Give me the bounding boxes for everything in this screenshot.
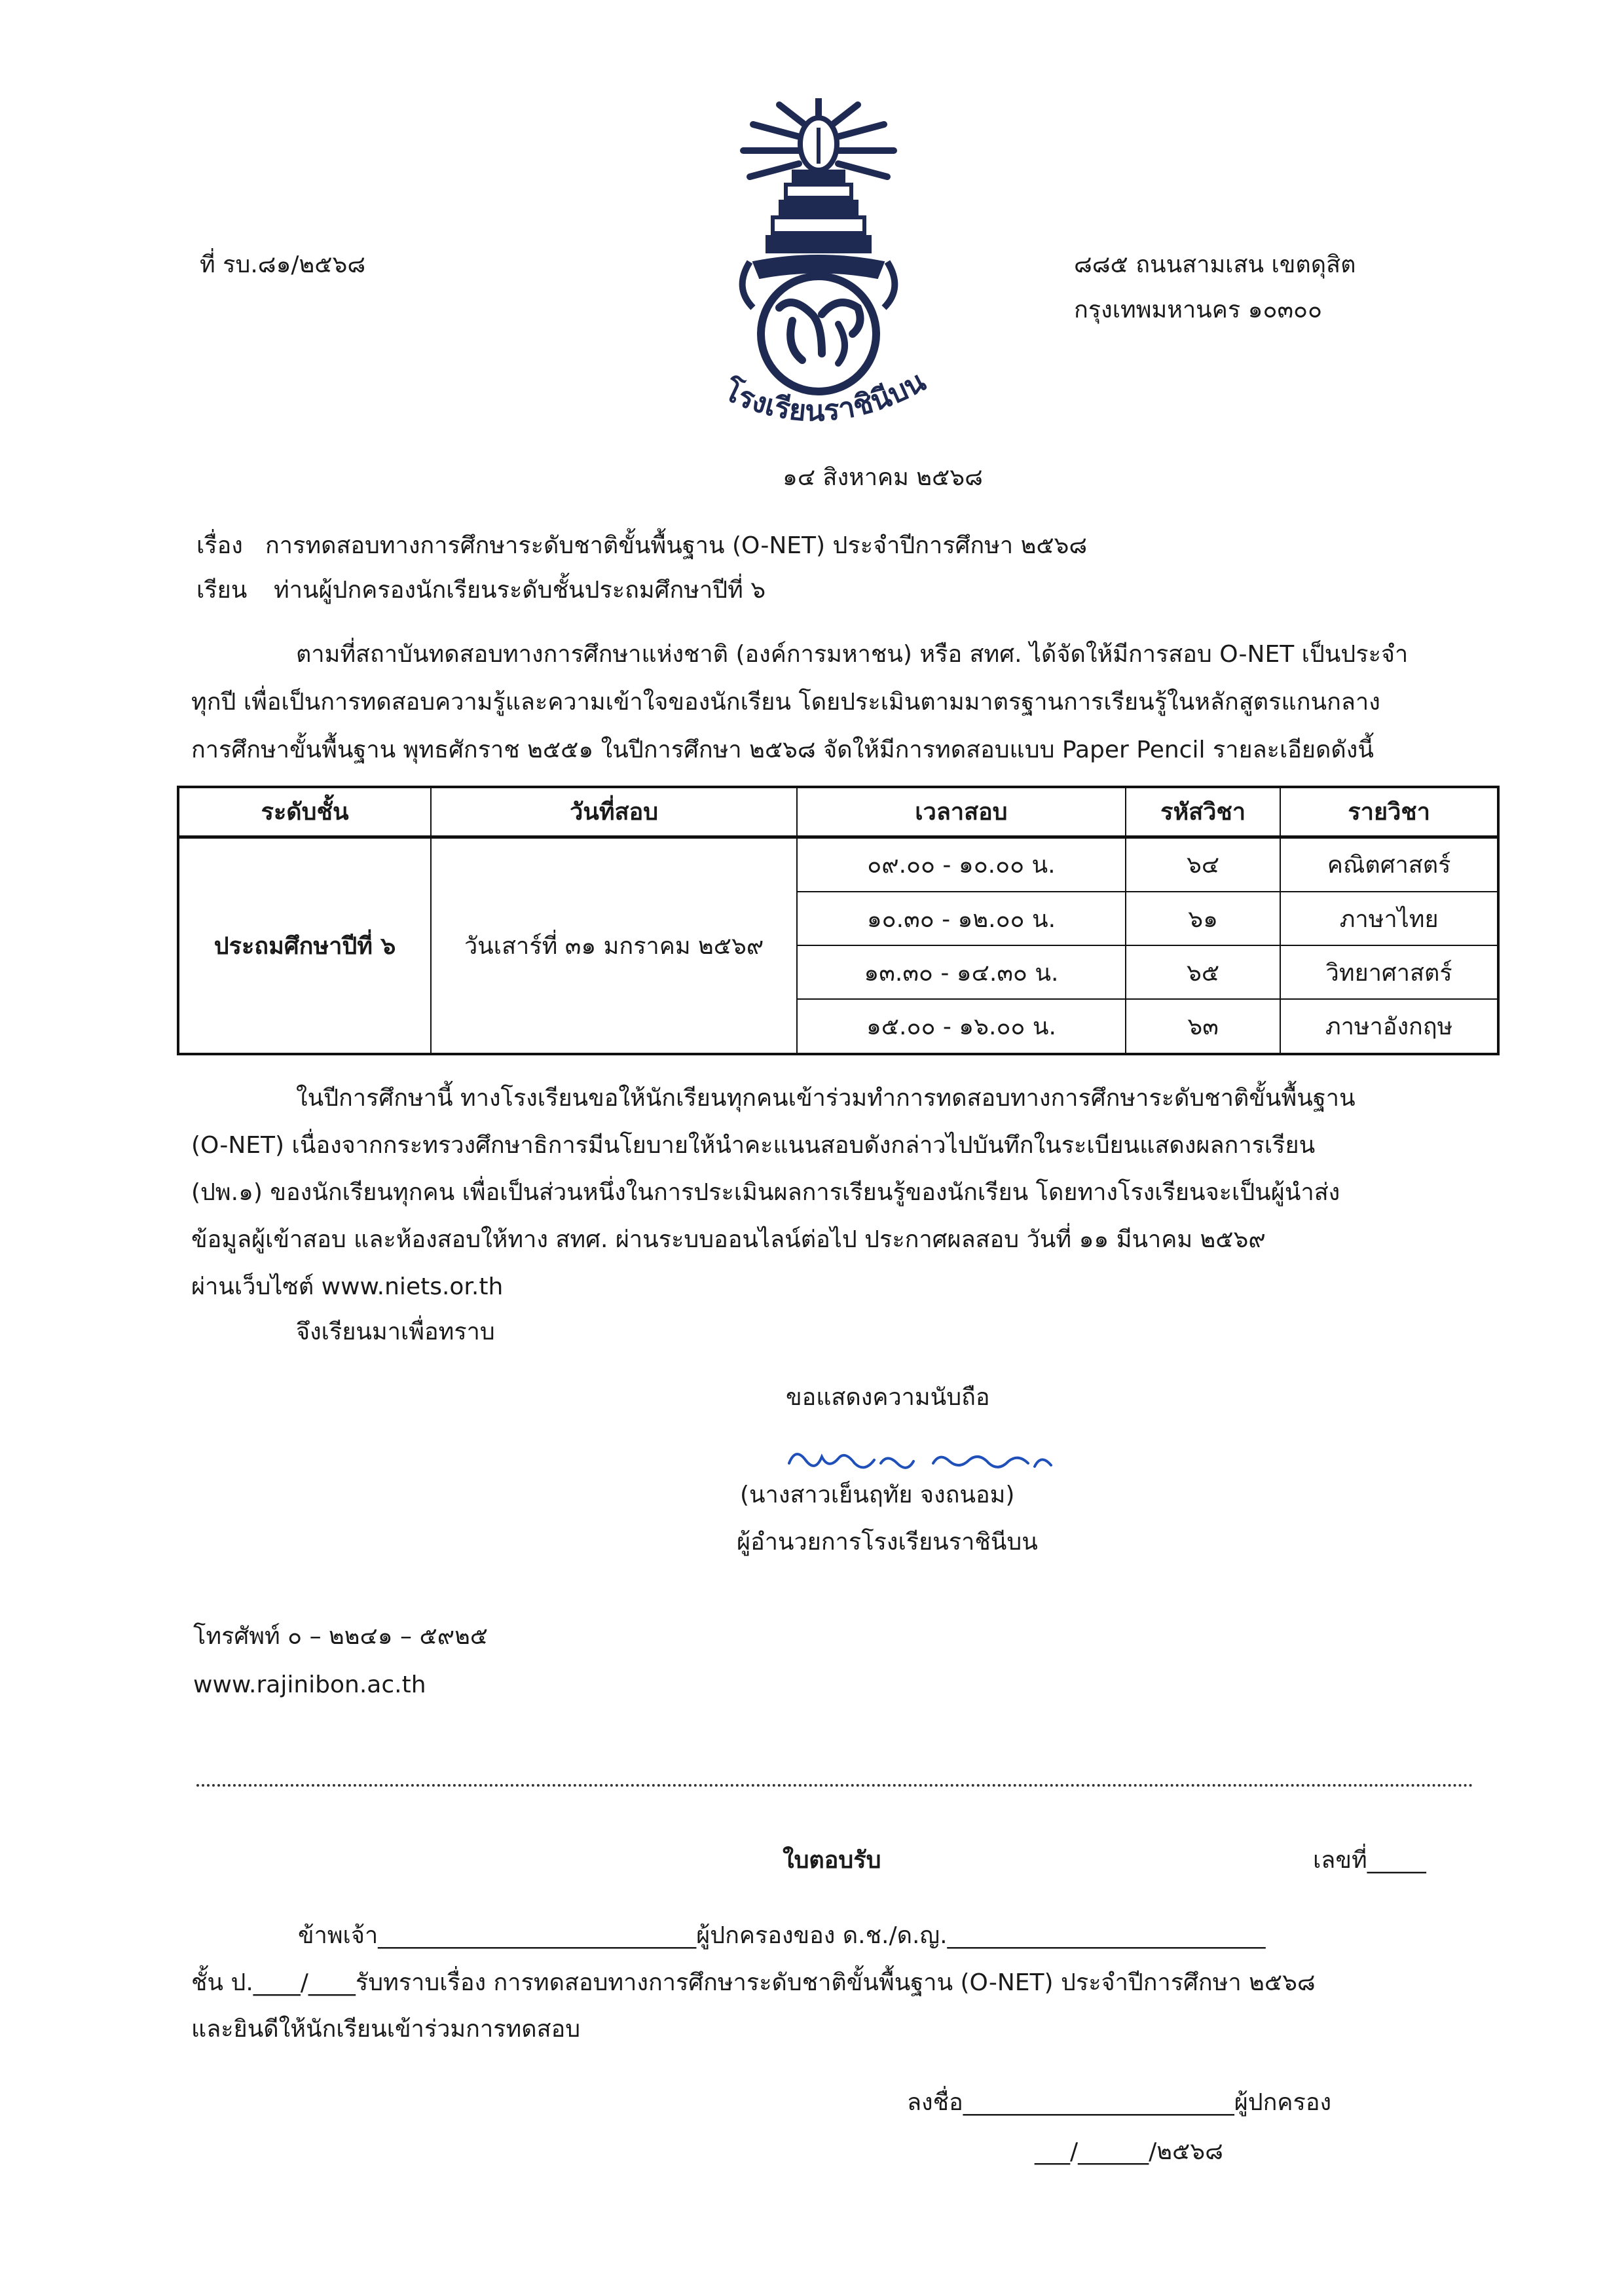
letter-date: ๑๔ สิงหาคม ๒๕๖๘: [783, 464, 983, 491]
closing-line: จึงเรียนมาเพื่อทราบ: [296, 1319, 495, 1345]
document-number: ที่ รบ.๘๑/๒๕๖๘: [200, 251, 366, 278]
column-header: รายวิชา: [1280, 787, 1498, 837]
column-header: วันที่สอบ: [431, 787, 797, 837]
paragraph-2-line: (ปพ.๑) ของนักเรียนทุกคน เพื่อเป็นส่วนหนึ่งในการประเมินผลการเรียนรู้ของนักเรียน โดยทางโรงเรียนจะเป็นผู้นำส่ง: [191, 1179, 1340, 1206]
subject-name-cell: ภาษาอังกฤษ: [1280, 999, 1498, 1054]
paragraph-2-line: (O-NET) เนื่องจากกระทรวงศึกษาธิการมีนโยบายให้นำคะแนนสอบดังกล่าวไปบันทึกในระเบียนแสดงผลการเรียน: [191, 1132, 1316, 1159]
subject-name-cell: ภาษาไทย: [1280, 892, 1498, 945]
paragraph-2-line: ในปีการศึกษานี้ ทางโรงเรียนขอให้นักเรียนทุกคนเข้าร่วมทำการทดสอบทางการศึกษาระดับชาติขั้นพื้นฐาน: [296, 1085, 1356, 1112]
table-header-row: [178, 787, 1498, 837]
exam-schedule-table: [177, 786, 1500, 1055]
table-row: [178, 837, 1498, 892]
exam-time-cell: ๑๕.๐๐ - ๑๖.๐๐ น.: [797, 999, 1126, 1054]
exam-time-cell: ๐๙.๐๐ - ๑๐.๐๐ น.: [797, 837, 1126, 892]
exam-time-cell: ๑๓.๓๐ - ๑๔.๓๐ น.: [797, 945, 1126, 999]
subject-name-cell: วิทยาศาสตร์: [1280, 945, 1498, 999]
paragraph-2-line: ข้อมูลผู้เข้าสอบ และห้องสอบให้ทาง สทศ. ผ่านระบบออนไลน์ต่อไป ประกาศผลสอบ วันที่ ๑๑ มีนาคม ๒๕๖๙: [191, 1226, 1266, 1253]
exam-time-cell: ๑๐.๓๐ - ๑๒.๐๐ น.: [797, 892, 1126, 945]
signatory-position: ผู้อำนวยการโรงเรียนราชินีบน: [737, 1529, 1038, 1556]
school-logo: [681, 98, 956, 452]
address-line-1: ๘๘๕ ถนนสามเสน เขตดุสิต: [1074, 251, 1356, 278]
reply-form-date-line[interactable]: ___/______/๒๕๖๘: [1035, 2138, 1223, 2165]
subject-name-cell: คณิตศาสตร์: [1280, 837, 1498, 892]
subject-code-cell: ๖๔: [1126, 837, 1281, 892]
column-header: ระดับชั้น: [178, 787, 431, 837]
recipient-text: ท่านผู้ปกครองนักเรียนระดับชั้นประถมศึกษาปีที่ ๖: [274, 577, 766, 604]
paragraph-1-line: ตามที่สถาบันทดสอบทางการศึกษาแห่งชาติ (องค์การมหาชน) หรือ สทศ. ได้จัดให้มีการสอบ O-NET เป็นประจำ: [296, 641, 1409, 668]
svg-text:โรงเรียนราชินีบน: โรงเรียนราชินีบน: [718, 364, 931, 428]
regards-line: ขอแสดงความนับถือ: [786, 1384, 990, 1411]
paragraph-1-line: ทุกปี เพื่อเป็นการทดสอบความรู้และความเข้าใจของนักเรียน โดยประเมินตามมาตรฐานการเรียนรู้ในหลักสูตรแกนกลาง: [191, 689, 1380, 716]
reply-form-number[interactable]: เลขที่_____: [1313, 1847, 1426, 1874]
reply-form-signature-line[interactable]: ลงชื่อ_______________________ผู้ปกครอง: [907, 2089, 1332, 2116]
subject-text: การทดสอบทางการศึกษาระดับชาติขั้นพื้นฐาน (O-NET) ประจำปีการศึกษา ๒๕๖๘: [265, 532, 1088, 559]
column-header: เวลาสอบ: [797, 787, 1126, 837]
subject-code-cell: ๖๓: [1126, 999, 1281, 1054]
reply-form-title: ใบตอบรับ: [783, 1847, 881, 1874]
paragraph-2-line: ผ่านเว็บไซต์ www.niets.or.th: [191, 1273, 504, 1300]
grade-level-cell: ประถมศึกษาปีที่ ๖: [178, 837, 431, 1054]
phone-number: โทรศัพท์ ๐ – ๒๒๔๑ – ๕๙๒๕: [193, 1623, 489, 1650]
address-line-2: กรุงเทพมหานคร ๑๐๓๐๐: [1074, 297, 1323, 323]
reply-form-guardian-line[interactable]: ข้าพเจ้า___________________________ผู้ปกครองของ ด.ช./ด.ญ.___________________________: [298, 1922, 1266, 1949]
recipient-label: เรียน: [196, 577, 248, 604]
cut-line-divider: [196, 1784, 1473, 1787]
column-header: รหัสวิชา: [1126, 787, 1281, 837]
subject-code-cell: ๖๕: [1126, 945, 1281, 999]
subject-code-cell: ๖๑: [1126, 892, 1281, 945]
signatory-name: (นางสาวเย็นฤทัย จงถนอม): [740, 1482, 1015, 1508]
signature: [783, 1434, 1064, 1486]
reply-form-class-line[interactable]: ชั้น ป.____/____รับทราบเรื่อง การทดสอบทางการศึกษาระดับชาติขั้นพื้นฐาน (O-NET) ประจำปีการศึกษา ๒๕๖๘: [191, 1969, 1316, 1996]
subject-label: เรื่อง: [196, 532, 243, 559]
website-link[interactable]: www.rajinibon.ac.th: [193, 1671, 426, 1698]
exam-date-cell: วันเสาร์ที่ ๓๑ มกราคม ๒๕๖๙: [431, 837, 797, 1054]
reply-form-consent-line: และยินดีให้นักเรียนเข้าร่วมการทดสอบ: [191, 2016, 581, 2043]
paragraph-1-line: การศึกษาขั้นพื้นฐาน พุทธศักราช ๒๕๕๑ ในปีการศึกษา ๒๕๖๘ จัดให้มีการทดสอบแบบ Paper Pencil รายละเอียดดังนี้: [191, 737, 1374, 763]
